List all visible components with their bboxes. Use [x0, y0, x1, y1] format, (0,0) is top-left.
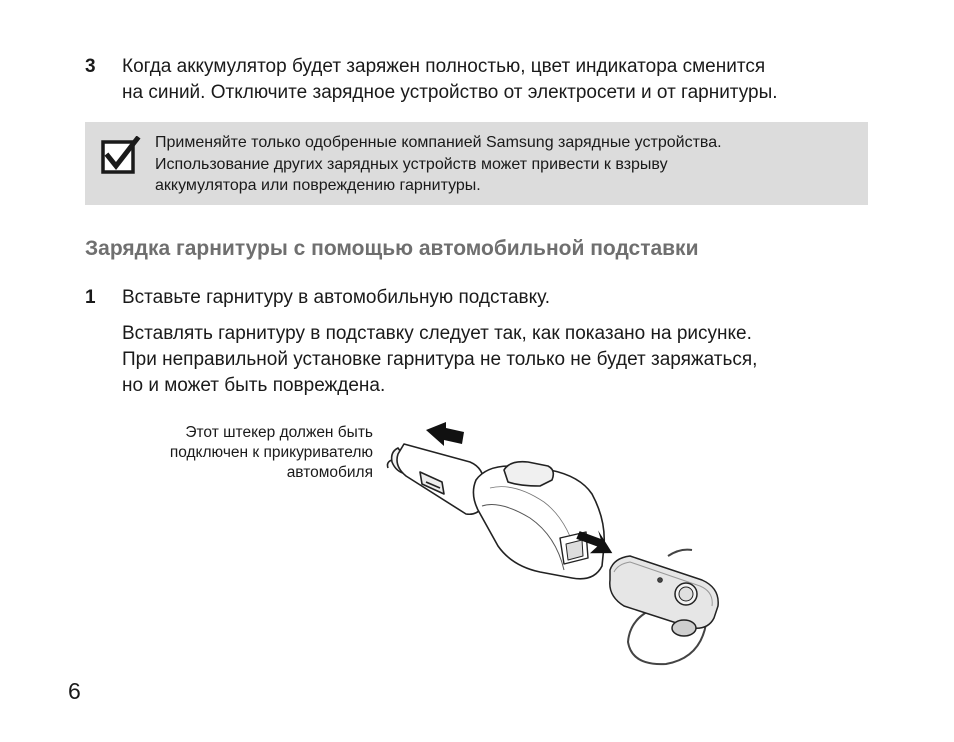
section-heading: Зарядка гарнитуры с помощью автомобильной подставки [85, 237, 699, 260]
step-number: 1 [85, 287, 96, 308]
caption-line: автомобиля [286, 464, 373, 481]
step-number: 3 [85, 56, 96, 77]
illustration-caption [93, 423, 373, 483]
step-paragraph-line: При неправильной установке гарнитура не только не будет заряжаться, [122, 349, 758, 370]
note-line: Применяйте только одобренные компанией Samsung зарядные устройства. [155, 134, 722, 151]
step-paragraph-line: Вставлять гарнитуру в подставку следует так, как показано на рисунке. [122, 323, 752, 344]
caption-line: Этот штекер должен быть [185, 424, 373, 441]
step-text-line: Вставьте гарнитуру в автомобильную подставку. [122, 287, 551, 308]
step-text [122, 54, 882, 106]
car-charger-illustration [388, 444, 605, 579]
note-line: аккумулятора или повреждению гарнитуры. [155, 177, 481, 194]
step-text [122, 285, 882, 399]
note-text [155, 132, 855, 197]
charger-illustration [380, 410, 740, 672]
caption-line: подключен к прикуривателю [169, 444, 373, 461]
step-paragraph-line: но и может быть повреждена. [122, 375, 386, 396]
step-text-line: на синий. Отключите зарядное устройство от электросети и от гарнитуры. [122, 82, 778, 103]
note-line: Использование других зарядных устройств может привести к взрыву [155, 155, 668, 173]
checkbox-check-icon [101, 136, 141, 176]
page-number: 6 [68, 678, 81, 704]
arrow-left-icon [426, 422, 464, 446]
bluetooth-headset-illustration [610, 550, 718, 665]
note-box [85, 122, 868, 205]
step-text-line: Когда аккумулятор будет заряжен полностью, цвет индикатора сменится [122, 56, 766, 77]
